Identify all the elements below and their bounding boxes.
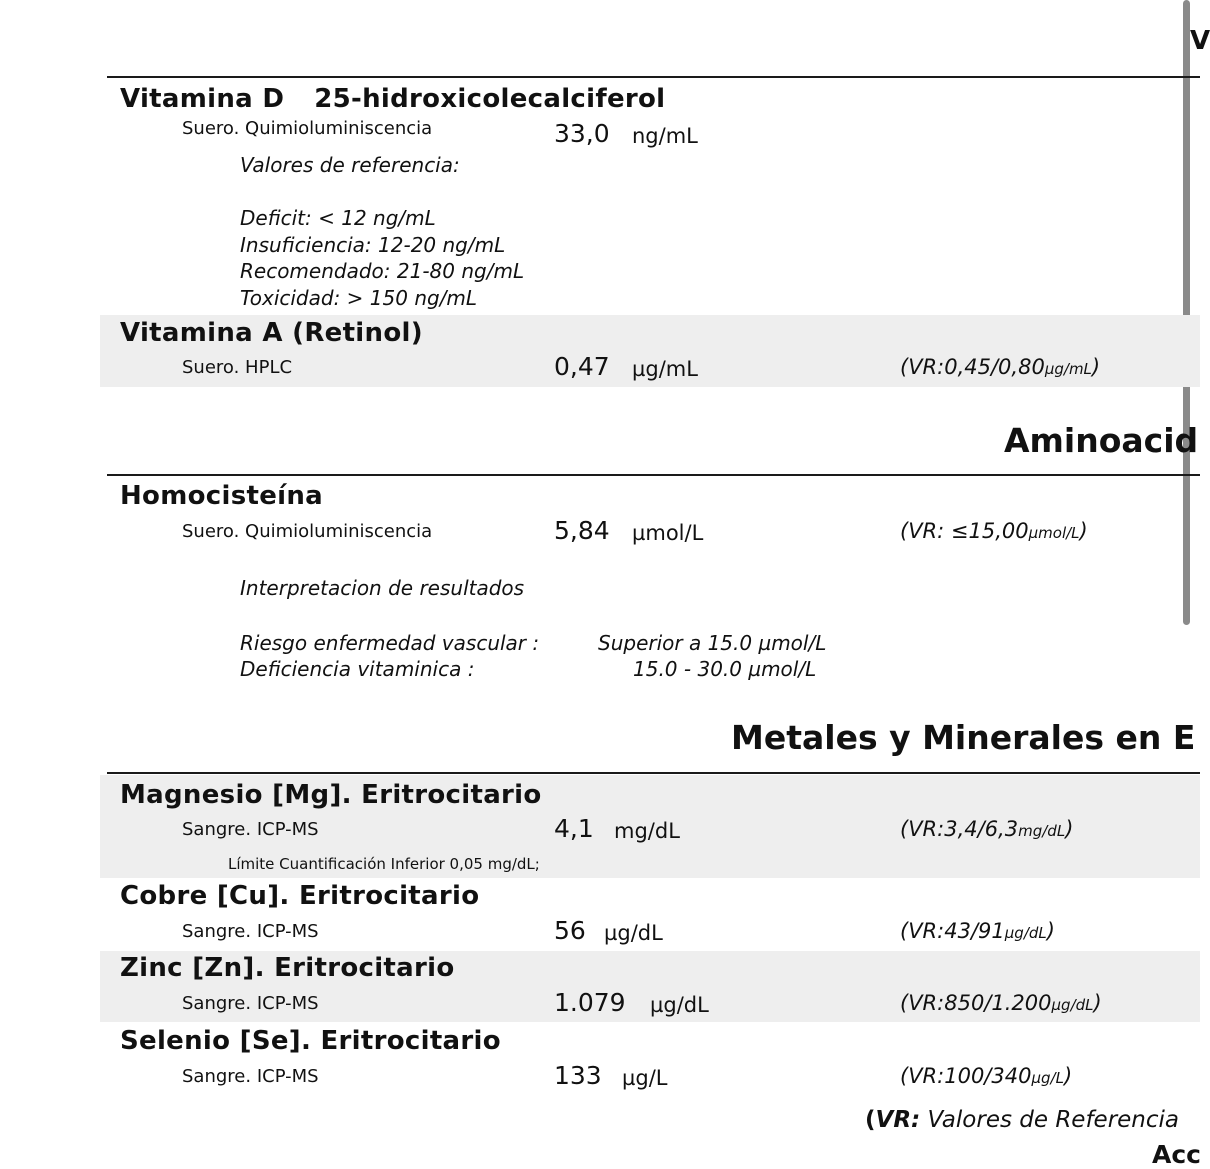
test-title: Homocisteína <box>120 481 324 511</box>
test-method: Suero. Quimioluminiscencia <box>182 521 433 542</box>
test-title: Magnesio [Mg]. Eritrocitario <box>120 780 542 810</box>
deficiency-label: Deficiencia vitaminica : <box>240 657 475 681</box>
section-rule <box>107 76 1200 78</box>
section-rule <box>107 772 1200 774</box>
test-unit: µg/mL <box>632 357 698 381</box>
test-unit: µg/dL <box>650 993 709 1017</box>
test-method: Sangre. ICP-MS <box>182 819 319 840</box>
test-value: 1.079 <box>554 988 626 1017</box>
reference-range: (VR:0,45/0,80µg/mL) <box>900 355 1101 379</box>
test-value: 56 <box>554 916 586 945</box>
reference-range: (VR:43/91µg/dL) <box>900 919 1055 943</box>
reference-line: Toxicidad: > 150 ng/mL <box>240 286 478 310</box>
section-title-aminoacids: Aminoacid <box>1004 421 1199 460</box>
test-subtitle: 25-hidroxicolecalciferol <box>314 84 666 114</box>
deficiency-value: 15.0 - 30.0 µmol/L <box>633 657 817 681</box>
reference-line: Recomendado: 21-80 ng/mL <box>240 259 525 283</box>
reference-heading: Valores de referencia: <box>240 153 460 177</box>
test-unit: µmol/L <box>632 521 704 545</box>
test-value: 0,47 <box>554 352 610 381</box>
section-rule <box>107 474 1200 476</box>
test-title: Selenio [Se]. Eritrocitario <box>120 1026 501 1056</box>
reference-line: Deficit: < 12 ng/mL <box>240 206 436 230</box>
risk-value: Superior a 15.0 µmol/L <box>598 631 827 655</box>
risk-label: Riesgo enfermedad vascular : <box>240 631 540 655</box>
test-method: Sangre. ICP-MS <box>182 921 319 942</box>
test-unit: µg/L <box>622 1066 668 1090</box>
test-title: Vitamina D <box>120 84 285 114</box>
test-value: 4,1 <box>554 814 594 843</box>
test-title: Cobre [Cu]. Eritrocitario <box>120 881 480 911</box>
reference-line: Insuficiencia: 12-20 ng/mL <box>240 233 506 257</box>
test-value: 33,0 <box>554 119 610 148</box>
test-unit: ng/mL <box>632 124 698 148</box>
test-method: Suero. HPLC <box>182 357 293 378</box>
test-value: 133 <box>554 1061 602 1090</box>
test-value: 5,84 <box>554 516 610 545</box>
test-unit: µg/dL <box>604 921 663 945</box>
test-title: Vitamina A (Retinol) <box>120 318 423 348</box>
reference-legend: (VR: Valores de Referencia <box>865 1107 1180 1133</box>
footer-text: Acc <box>1152 1140 1201 1169</box>
test-unit: mg/dL <box>614 819 680 843</box>
test-method: Sangre. ICP-MS <box>182 993 319 1014</box>
reference-range: (VR: ≤15,00µmol/L) <box>900 519 1088 543</box>
reference-range: (VR:100/340µg/L) <box>900 1064 1073 1088</box>
vertical-scrollbar[interactable] <box>1183 0 1190 625</box>
section-title-partial: V <box>1190 26 1210 56</box>
test-title: Zinc [Zn]. Eritrocitario <box>120 953 455 983</box>
test-method: Sangre. ICP-MS <box>182 1066 319 1087</box>
reference-range: (VR:850/1.200µg/dL) <box>900 991 1102 1015</box>
test-method: Suero. Quimioluminiscencia <box>182 118 433 139</box>
interpretation-heading: Interpretacion de resultados <box>240 576 525 600</box>
reference-range: (VR:3,4/6,3mg/dL) <box>900 817 1074 841</box>
quantification-note: Límite Cuantificación Inferior 0,05 mg/dL; <box>228 855 540 873</box>
section-title-metals: Metales y Minerales en E <box>731 718 1196 757</box>
